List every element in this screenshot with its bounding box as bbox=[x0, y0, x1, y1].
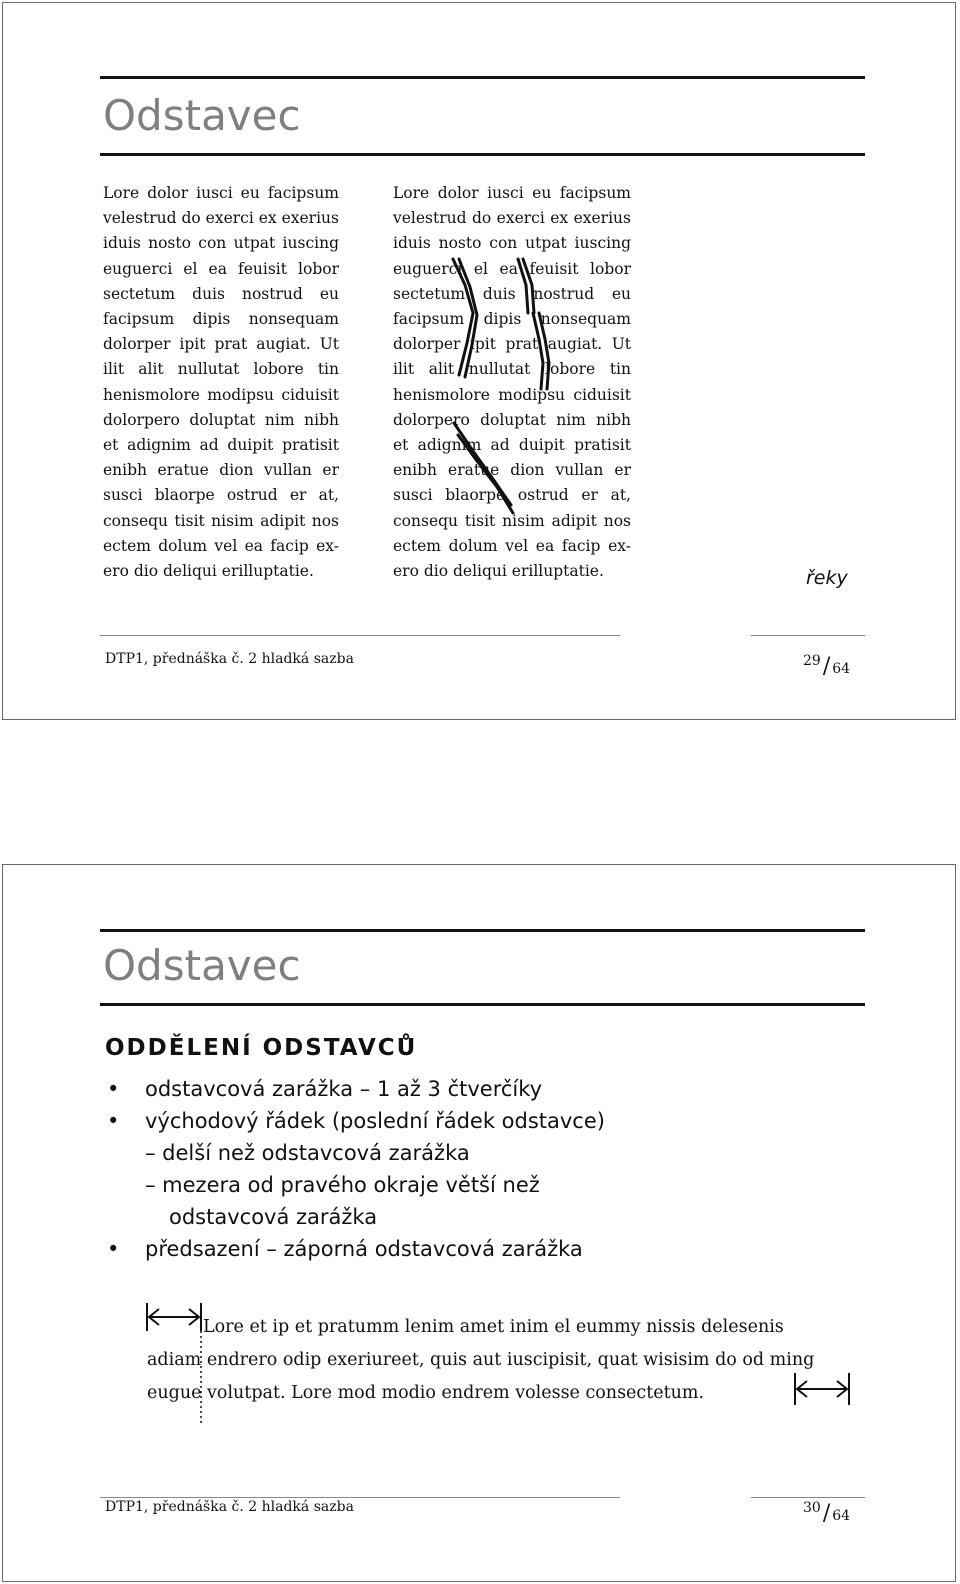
slide-title: Odstavec bbox=[103, 91, 301, 140]
paragraph-line: facipsum dipis nonsequam bbox=[393, 310, 631, 329]
page-slash: / bbox=[822, 1501, 831, 1526]
page-number bbox=[803, 1501, 850, 1526]
paragraph-line: ectem dolum vel ea facip ex- bbox=[393, 536, 631, 555]
paragraph-line: ectem dolum vel ea facip ex- bbox=[103, 536, 339, 555]
paragraph-line: ilit alit nullutat lobore tin bbox=[103, 360, 339, 379]
paragraph-line: dolorpero doluptat nim nibh bbox=[103, 410, 339, 429]
bullet-dot: • bbox=[107, 1109, 120, 1133]
paragraph-line: euguerci el ea feuisit lobor bbox=[103, 259, 339, 278]
footer-rule-right bbox=[751, 635, 865, 636]
rivers-label: řeky bbox=[806, 567, 848, 589]
slide-page-29 bbox=[2, 2, 956, 720]
paragraph-line: ero dio deliqui erilluptatie. bbox=[393, 562, 604, 581]
paragraph-line: sectetum duis nostrud eu bbox=[393, 284, 631, 303]
list-item-text: předsazení – záporná odstavcová zarážka bbox=[145, 1237, 583, 1261]
demo-line-3: eugue volutpat. Lore mod modio endrem volesse consectetum. bbox=[147, 1383, 705, 1403]
footer-rule-left bbox=[100, 1497, 620, 1498]
paragraph-line: dolorper ipit prat augiat. Ut bbox=[393, 335, 631, 354]
page-total: 64 bbox=[832, 661, 851, 677]
paragraph-line: velestrud do exerci ex exerius bbox=[103, 209, 339, 228]
sub-item-text: – mezera od pravého okraje větší než bbox=[145, 1173, 540, 1197]
paragraph-line: susci blaorpe ostrud er at, bbox=[103, 486, 339, 505]
sub-item-text: – delší než odstavcová zarážka bbox=[145, 1141, 470, 1165]
page-number bbox=[803, 654, 850, 679]
paragraph-line: Lore dolor iusci eu facipsum bbox=[103, 184, 339, 202]
paragraph-line: iduis nosto con utpat iuscing bbox=[393, 234, 631, 253]
paragraph-line: facipsum dipis nonsequam bbox=[103, 310, 339, 329]
bullet-dot: • bbox=[107, 1237, 120, 1261]
footer-rule-left bbox=[100, 635, 620, 636]
demo-line-1: Lore et ip et pratumm lenim amet inim el eummy nissis delesenis bbox=[203, 1317, 784, 1337]
page-total: 64 bbox=[832, 1508, 851, 1524]
paragraph-line: henismolore modipsu ciduisit bbox=[103, 385, 339, 404]
page-current: 30 bbox=[803, 1500, 821, 1516]
paragraph-line: henismolore modipsu ciduisit bbox=[393, 385, 631, 404]
slide-page-30 bbox=[2, 864, 956, 1582]
paragraph-line: ilit alit nullutat lobore tin bbox=[393, 360, 631, 379]
section-heading: ODDĚLENÍ ODSTAVCŮ bbox=[105, 1035, 418, 1061]
list-item-text: odstavcová zarážka – 1 až 3 čtverčíky bbox=[145, 1077, 543, 1101]
paragraph-line: enibh eratue dion vullan er bbox=[103, 461, 339, 480]
paragraph-line: susci blaorpe ostrud er at, bbox=[393, 486, 631, 505]
page-current: 29 bbox=[803, 653, 821, 669]
paragraph-line: euguerci el ea feuisit lobor bbox=[393, 259, 631, 278]
bullet-dot: • bbox=[107, 1077, 120, 1101]
slide-title: Odstavec bbox=[103, 941, 301, 990]
paragraph-line: ero dio deliqui erilluptatie. bbox=[103, 562, 314, 581]
footer-text: DTP1, přednáška č. 2 hladká sazba bbox=[105, 1499, 354, 1515]
footer-text: DTP1, přednáška č. 2 hladká sazba bbox=[105, 651, 354, 667]
paragraph-line: consequ tisit nisim adipit nos bbox=[393, 511, 631, 530]
page-slash: / bbox=[822, 654, 831, 679]
paragraph-line: dolorper ipit prat augiat. Ut bbox=[103, 335, 339, 354]
paragraph-line: iduis nosto con utpat iuscing bbox=[103, 234, 339, 253]
demo-line-2: adiam endrero odip exeriureet, quis aut iuscipisit, quat wisisim do od ming bbox=[147, 1350, 815, 1370]
paragraph-line: dolorpero doluptat nim nibh bbox=[393, 410, 631, 429]
paragraph-line: Lore dolor iusci eu facipsum bbox=[393, 184, 631, 202]
river-line-4b bbox=[458, 435, 513, 513]
list-item-text: východový řádek (poslední řádek odstavce) bbox=[145, 1109, 605, 1133]
paragraph-line: sectetum duis nostrud eu bbox=[103, 284, 339, 303]
footer-rule-right bbox=[751, 1497, 865, 1498]
paragraph-line: et adignim ad duipit pratisit bbox=[393, 436, 631, 455]
river-line-4 bbox=[454, 423, 511, 505]
sub-item-text: odstavcová zarážka bbox=[169, 1205, 378, 1229]
indent-markers bbox=[3, 865, 957, 1583]
paragraph-line: velestrud do exerci ex exerius bbox=[393, 209, 631, 228]
paragraph-line: enibh eratue dion vullan er bbox=[393, 461, 631, 480]
paragraph-line: consequ tisit nisim adipit nos bbox=[103, 511, 339, 530]
paragraph-line: et adignim ad duipit pratisit bbox=[103, 436, 339, 455]
river-lines bbox=[3, 3, 957, 721]
